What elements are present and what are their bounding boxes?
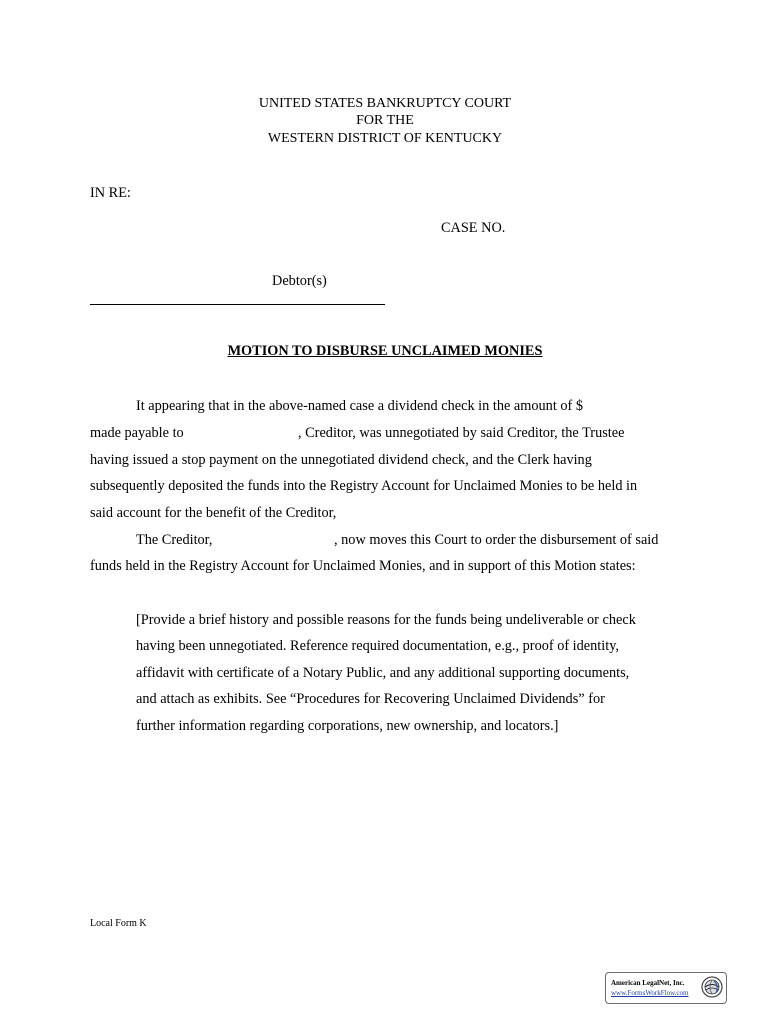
instructions-line2: having been unnegotiated. Reference required documentation, e.g., proof of identity, bbox=[136, 638, 620, 654]
motion-title: MOTION TO DISBURSE UNCLAIMED MONIES bbox=[227, 343, 543, 359]
instructions-line3: affidavit with certificate of a Notary Public, and any additional supporting documents, bbox=[136, 665, 630, 681]
debtor-label: Debtor(s) bbox=[272, 273, 327, 289]
court-district: WESTERN DISTRICT OF KENTUCKY bbox=[267, 131, 503, 146]
paragraph2-line1-start: The Creditor, bbox=[136, 532, 213, 548]
court-name: UNITED STATES BANKRUPTCY COURT bbox=[258, 96, 512, 111]
case-no-label: CASE NO. bbox=[441, 220, 506, 236]
caption-divider bbox=[90, 304, 385, 305]
form-label: Local Form K bbox=[90, 918, 147, 929]
globe-icon bbox=[701, 976, 723, 998]
in-re-label: IN RE: bbox=[90, 185, 131, 201]
publisher-url[interactable]: www.FormsWorkFlow.com bbox=[611, 989, 689, 997]
instructions-line4: and attach as exhibits. See “Procedures for Recovering Unclaimed Dividends” for bbox=[136, 691, 605, 707]
paragraph1-line5: said account for the benefit of the Creditor, bbox=[90, 505, 337, 521]
instructions-line1: [Provide a brief history and possible reasons for the funds being undeliverable or check bbox=[136, 612, 636, 628]
publisher-name: American LegalNet, Inc. bbox=[611, 979, 685, 987]
instructions-line5: further information regarding corporations, new ownership, and locators.] bbox=[136, 718, 559, 734]
paragraph1-line4: subsequently deposited the funds into the Registry Account for Unclaimed Monies to be held in bbox=[90, 478, 638, 494]
paragraph1-line1: It appearing that in the above-named case a dividend check in the amount of $ bbox=[136, 398, 584, 414]
court-for-the: FOR THE bbox=[356, 113, 414, 128]
paragraph1-line3: having issued a stop payment on the unnegotiated dividend check, and the Clerk having bbox=[90, 452, 592, 468]
paragraph2-line2: funds held in the Registry Account for Unclaimed Monies, and in support of this Motion states: bbox=[90, 558, 636, 574]
paragraph1-line2-end: , Creditor, was unnegotiated by said Creditor, the Trustee bbox=[298, 425, 625, 441]
publisher-badge[interactable] bbox=[605, 972, 727, 1004]
paragraph1-line2-start: made payable to bbox=[90, 425, 184, 441]
paragraph2-line1-end: , now moves this Court to order the disbursement of said bbox=[334, 532, 659, 548]
